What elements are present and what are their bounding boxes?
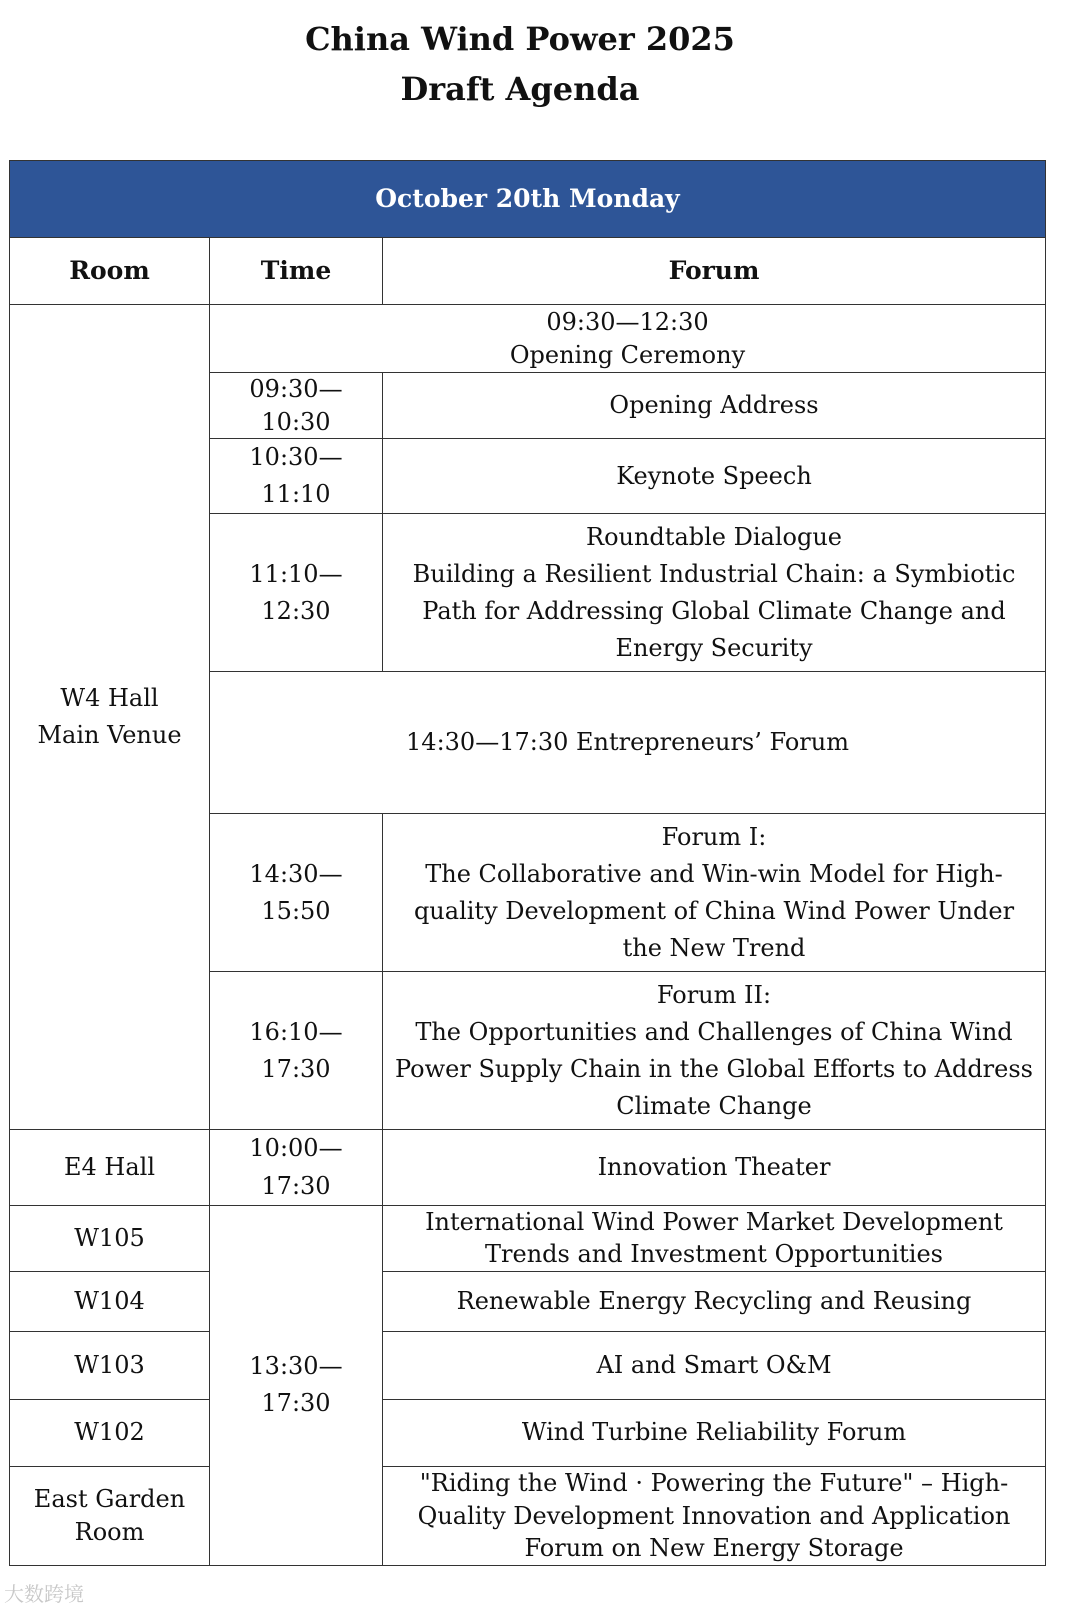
- session-description: The Opportunities and Challenges of China Wind Power Supply Chain in the Global Efforts to Address Climate Change: [395, 1017, 1033, 1121]
- session-description: The Collaborative and Win-win Model for High-quality Development of China Wind Power Under the New Trend: [413, 859, 1015, 963]
- session-title: International Wind Power Market Development Trends and Investment Opportunities: [383, 1205, 1046, 1271]
- page-title: China Wind Power 2025: [305, 20, 735, 58]
- session-title: Keynote Speech: [383, 439, 1046, 514]
- session-cell: [383, 972, 1046, 1130]
- table-row: [10, 1331, 1046, 1399]
- room-cell-w4: [10, 305, 210, 1130]
- session-cell: [383, 514, 1046, 672]
- session-title: Renewable Energy Recycling and Reusing: [383, 1271, 1046, 1331]
- session-time: 16:10—17:30: [210, 972, 383, 1130]
- room-subname: Room: [74, 1517, 145, 1546]
- room-name: East Garden: [33, 1485, 186, 1514]
- session-title: Innovation Theater: [383, 1130, 1046, 1205]
- table-row: [10, 1466, 1046, 1565]
- date-row: [10, 161, 1046, 238]
- session-time: 13:30—17:30: [210, 1205, 383, 1565]
- agenda-table: [9, 160, 1046, 1566]
- session-title: Wind Turbine Reliability Forum: [383, 1399, 1046, 1466]
- time-column-header: Time: [210, 238, 383, 305]
- room-cell: W105: [10, 1205, 210, 1271]
- room-subname: Main Venue: [37, 721, 182, 750]
- session-time: 09:30—12:30: [546, 308, 709, 337]
- column-header-row: [10, 238, 1046, 305]
- session-title: AI and Smart O&M: [383, 1331, 1046, 1399]
- table-row: [10, 305, 1046, 373]
- session-title: Opening Address: [383, 373, 1046, 439]
- table-row: [10, 1130, 1046, 1205]
- session-time: 14:30—15:50: [210, 814, 383, 972]
- table-row: [10, 1271, 1046, 1331]
- room-cell: W103: [10, 1331, 210, 1399]
- room-cell: W104: [10, 1271, 210, 1331]
- session-title: "Riding the Wind · Powering the Future" – High-Quality Development Innovation and Application Forum on New Energy Storage: [383, 1466, 1046, 1565]
- entrepreneurs-forum-cell: 14:30—17:30 Entrepreneurs’ Forum: [210, 672, 1046, 814]
- session-title: Roundtable Dialogue: [586, 522, 842, 551]
- forum-column-header: Forum: [383, 238, 1046, 305]
- session-time: 11:10—12:30: [210, 514, 383, 672]
- session-time: 10:30—11:10: [210, 439, 383, 514]
- room-cell: E4 Hall: [10, 1130, 210, 1205]
- session-time: 10:00—17:30: [210, 1130, 383, 1205]
- session-time: 09:30—10:30: [210, 373, 383, 439]
- session-title: Forum I:: [661, 822, 767, 851]
- room-name: W4 Hall: [60, 684, 159, 712]
- table-row: [10, 1399, 1046, 1466]
- session-title: Forum II:: [656, 980, 772, 1009]
- opening-ceremony-cell: [210, 305, 1046, 373]
- session-title: Opening Ceremony: [509, 340, 746, 369]
- room-cell: W102: [10, 1399, 210, 1466]
- watermark: 大数跨境: [4, 1582, 84, 1606]
- session-cell: [383, 814, 1046, 972]
- room-column-header: Room: [10, 238, 210, 305]
- session-description: Building a Resilient Industrial Chain: a Symbiotic Path for Addressing Global Climate Change and Energy Security: [412, 559, 1016, 663]
- room-cell: [10, 1466, 210, 1565]
- date-header: October 20th Monday: [10, 161, 1046, 238]
- page-subtitle: Draft Agenda: [400, 70, 640, 108]
- table-row: [10, 1205, 1046, 1271]
